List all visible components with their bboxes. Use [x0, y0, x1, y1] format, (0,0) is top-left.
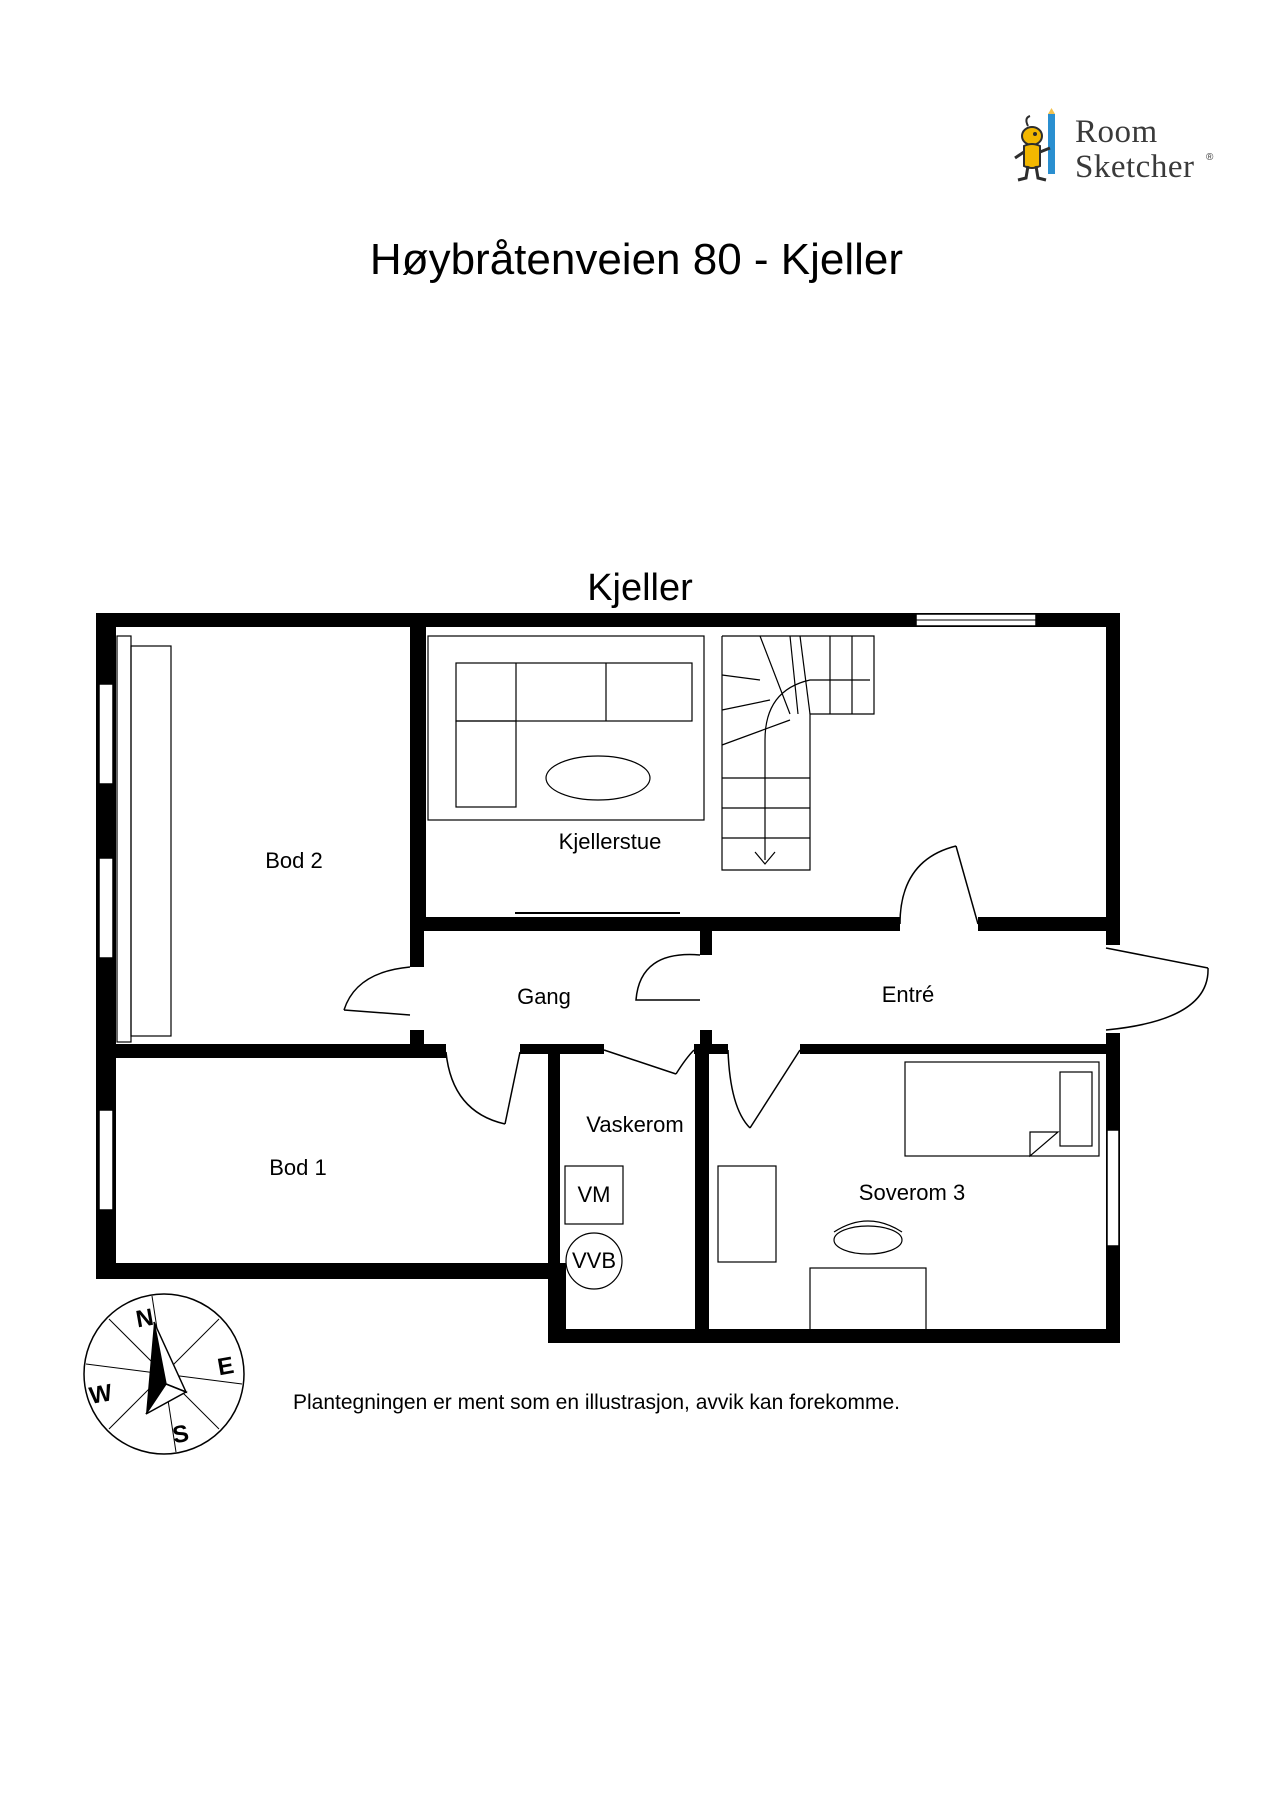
- fixture-label-vvb: VVB: [571, 1248, 617, 1273]
- room-label-bod1: Bod 1: [269, 1155, 327, 1180]
- staircase: [722, 636, 874, 870]
- room-label-gang: Gang: [517, 984, 571, 1009]
- doors: [344, 846, 1208, 1128]
- compass-s: S: [170, 1419, 191, 1450]
- floor-label: Kjeller: [587, 567, 693, 609]
- compass-e: E: [215, 1351, 236, 1382]
- walls: [96, 613, 1120, 1343]
- page-title: Høybråtenveien 80 - Kjeller: [369, 235, 904, 284]
- fixture-label-vm: VM: [577, 1182, 611, 1207]
- disclaimer-text: Plantegningen er ment som en illustrasjon, avvik kan forekomme.: [293, 1391, 900, 1414]
- room-label-vaskerom: Vaskerom: [586, 1112, 684, 1137]
- room-label-kjellerstue: Kjellerstue: [558, 829, 662, 854]
- logo-text-sketcher: Sketcher: [1075, 149, 1195, 185]
- room-label-bod2: Bod 2: [265, 848, 323, 873]
- logo-registered-mark: ®: [1206, 152, 1214, 163]
- compass-rose-icon: [84, 1294, 244, 1454]
- room-label-soverom3: Soverom 3: [858, 1180, 966, 1205]
- room-label-entre: Entré: [881, 982, 935, 1007]
- furniture: [117, 636, 1099, 1330]
- compass-n: N: [133, 1303, 156, 1334]
- logo-text-room: Room: [1075, 114, 1158, 150]
- compass-w: W: [87, 1379, 115, 1410]
